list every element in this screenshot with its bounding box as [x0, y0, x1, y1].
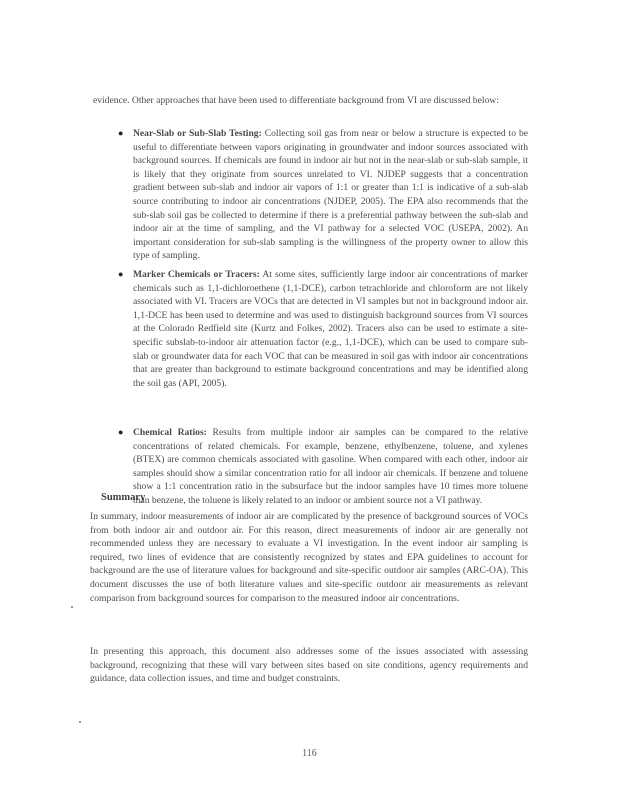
summary-paragraph: In presenting this approach, this document also addresses some of the issues associated with assessing background, recognizing that these will vary between sites based on site conditions, agency requirements and guidance, data collection issues, and time and budget constraints.	[90, 646, 528, 685]
bullet-icon: ●	[118, 427, 124, 437]
summary-paragraph: In summary, indoor measurements of indoor air are complicated by the presence of background sources of VOCs from both indoor air and outdoor air. For this reason, direct measurements of indoor air are generally not recommended unless they are necessary to evaluate a VI investigation. In the event indoor air sampling is required, two lines of evidence that are consistently recognized by states and EPA guidelines to account for background are the use of literature values for background and site-specific outdoor air samples (ARC-OA). This document discusses the use of both literature values and site-specific outdoor air measurements as relevant comparison from background sources for comparison to the measured indoor air concentrations.	[90, 511, 528, 604]
summary-heading: Summary	[101, 492, 146, 503]
bullet-body: Results from multiple indoor air samples can be compared to the relative concentrations of related chemicals. For example, benzene, ethylbenzene, toluene, and xylenes (BTEX) are common chemicals associated with gasoline. When compared with each other, indoor air samples should show a similar concentration ratio for all indoor air chemicals. If benzene and toluene show a 1:1 concentration ratio in the subsurface but the indoor samples have 10 times more toluene than benzene, the toluene is likely related to an indoor or ambient source not a VI pathway.	[133, 427, 529, 506]
bullet-lead: Marker Chemicals or Tracers:	[133, 269, 260, 280]
bullet-paragraph	[133, 268, 528, 390]
scan-speck	[79, 721, 81, 723]
bullet-icon: ●	[118, 128, 124, 138]
bullet-lead: Near-Slab or Sub-Slab Testing:	[133, 128, 262, 139]
bullet-icon: ●	[118, 269, 124, 279]
bullet-paragraph	[133, 127, 528, 263]
bullet-paragraph	[133, 426, 528, 508]
page-number: 116	[302, 748, 317, 759]
bullet-body: Collecting soil gas from near or below a structure is expected to be useful to differentiate between vapors originating in groundwater and indoor sources associated with background sources. If chemicals are found in indoor air but not in the near-slab or sub-slab sample, it is likely that they originate from sources unrelated to VI. NJDEP suggests that a concentration gradient between sub-slab and indoor air vapors of 1:1 or greater than 1:1 is indicative of a sub-slab source contributing to indoor air concentrations (NJDEP, 2005). The EPA also recommends that the sub-slab soil gas be collected to determine if there is a preferential pathway between the sub-slab and indoor air at the time of sampling, and the VI pathway for a selected VOC (USEPA, 2002). An important consideration for sub-slab sampling is the willingness of the property owner to allow this type of sampling.	[133, 128, 529, 262]
bullet-body: At some sites, sufficiently large indoor air concentrations of marker chemicals such as 1,1-dichloroethene (1,1-DCE), carbon tetrachloride and chloroform are not likely associated with VI. Tracers are VOCs that are detected in VI samples but not in background indoor air. 1,1-DCE has been used to determine and was used to distinguish background sources from VI sources at the Colorado Redfield site (Kurtz and Folkes, 2002). Tracers also can be used to estimate a site-specific subslab-to-indoor air attenuation factor (e.g., 1,1-DCE), which can be used to compare sub-slab or groundwater data for each VOC that can be measured in soil gas with indoor air concentrations that are greater than background to estimate background concentrations and may be identified along the soil gas (API, 2005).	[133, 269, 528, 389]
bullet-lead: Chemical Ratios:	[133, 427, 207, 438]
intro-paragraph: evidence. Other approaches that have been used to differentiate background from VI are discussed below:	[93, 95, 499, 106]
scan-speck	[71, 606, 73, 608]
